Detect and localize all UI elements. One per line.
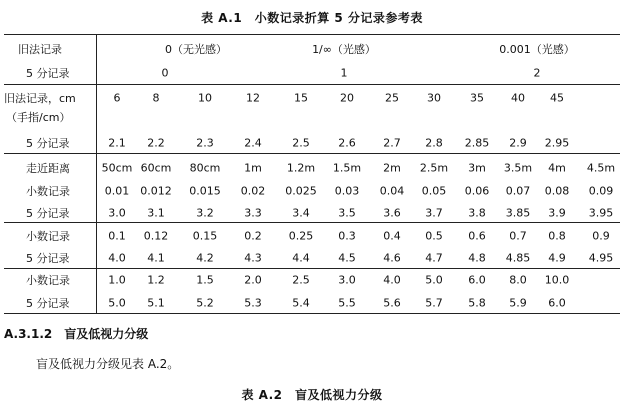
table-cell: 5.0 <box>108 296 126 310</box>
table-cell: 3.85 <box>505 206 531 220</box>
row-label-five-point: 5 分记录 <box>26 297 70 310</box>
table-cell: 0.1 <box>108 229 126 243</box>
table-cell: 3.2 <box>196 206 214 220</box>
table-cell: 35 <box>470 91 484 105</box>
row-label-five-point: 5 分记录 <box>26 137 70 150</box>
table-cell: 2.85 <box>464 136 490 150</box>
table-cell: 0.4 <box>383 229 401 243</box>
table-cell: 0.2 <box>244 229 262 243</box>
table-cell: 12 <box>246 91 260 105</box>
table-cell: 50cm <box>101 161 133 175</box>
row-label-old-method: 旧法记录 <box>18 43 62 56</box>
table-cell: 0.03 <box>334 184 360 198</box>
table-cell: 3m <box>468 161 486 175</box>
table-cell: 5.9 <box>509 296 527 310</box>
table-cell: 20 <box>340 91 354 105</box>
table-cell: 5.4 <box>292 296 310 310</box>
table-cell: 1.5m <box>332 161 362 175</box>
table-cell: 0.04 <box>379 184 405 198</box>
table-cell: 2.5 <box>292 273 310 287</box>
table-cell: 4.1 <box>147 251 165 265</box>
table-cell: 0.6 <box>468 229 486 243</box>
table-cell: 0.7 <box>509 229 527 243</box>
table-cell: 3.1 <box>147 206 165 220</box>
table-cell: 3.5 <box>338 206 356 220</box>
row-label-five-point: 5 分记录 <box>26 67 70 80</box>
row-label-finger-unit: （手指/cm） <box>6 111 71 124</box>
table-cell: 45 <box>550 91 564 105</box>
table-cell: 2.95 <box>544 136 570 150</box>
row-divider-4 <box>4 268 620 269</box>
table-cell: 2.0 <box>244 273 262 287</box>
old-value-no-light: 0（无光感） <box>165 43 227 56</box>
row-label-decimal: 小数记录 <box>26 185 70 198</box>
row-divider-1 <box>4 84 620 85</box>
table-cell: 0.12 <box>143 229 169 243</box>
conversion-table <box>4 34 620 314</box>
row-divider-2 <box>4 153 620 154</box>
table-cell: 5.8 <box>468 296 486 310</box>
row-label-decimal: 小数记录 <box>26 230 70 243</box>
table-cell: 40 <box>511 91 525 105</box>
section-heading: A.3.1.2 盲及低视力分级 <box>4 327 149 341</box>
table-cell: 3.5m <box>503 161 533 175</box>
table-cell: 2.5 <box>292 136 310 150</box>
table-cell: 0.015 <box>189 184 221 198</box>
table-cell: 4.85 <box>505 251 531 265</box>
table-cell: 2.7 <box>383 136 401 150</box>
table-cell: 80cm <box>189 161 221 175</box>
table-cell: 4.95 <box>588 251 614 265</box>
table-cell: 3.8 <box>468 206 486 220</box>
row-label-walk-distance: 走近距离 <box>26 162 70 175</box>
table-cell: 0.15 <box>192 229 218 243</box>
table-cell: 0.012 <box>140 184 172 198</box>
table-cell: 10 <box>198 91 212 105</box>
table-cell: 25 <box>385 91 399 105</box>
table-cell: 5.5 <box>338 296 356 310</box>
table-cell: 4.5m <box>586 161 616 175</box>
table-cell: 4.0 <box>108 251 126 265</box>
table-cell: 10.0 <box>544 273 570 287</box>
table-cell: 1.2 <box>147 273 165 287</box>
table-cell: 60cm <box>140 161 172 175</box>
table-cell: 5.1 <box>147 296 165 310</box>
old-value-light-decimal: 0.001（光感） <box>499 43 575 56</box>
row-divider-3 <box>4 222 620 223</box>
table-cell: 8.0 <box>509 273 527 287</box>
table-cell: 0.02 <box>240 184 266 198</box>
table-cell: 4.3 <box>244 251 262 265</box>
table-cell: 1.5 <box>196 273 214 287</box>
label-column-divider <box>96 35 97 313</box>
table-cell: 4.5 <box>338 251 356 265</box>
table-cell: 3.9 <box>548 206 566 220</box>
table-cell: 0.01 <box>104 184 130 198</box>
table-cell: 5.7 <box>425 296 443 310</box>
table-cell: 1m <box>244 161 262 175</box>
table-cell: 0.8 <box>548 229 566 243</box>
table-cell: 0.08 <box>544 184 570 198</box>
table-cell: 0.05 <box>421 184 447 198</box>
table-cell: 0.025 <box>285 184 317 198</box>
table-cell: 6 <box>113 91 121 105</box>
table-cell: 3.6 <box>383 206 401 220</box>
table-cell: 6.0 <box>548 296 566 310</box>
table-cell: 2.3 <box>196 136 214 150</box>
table-cell: 8 <box>152 91 160 105</box>
table-cell: 5.0 <box>425 273 443 287</box>
table-cell: 0.3 <box>338 229 356 243</box>
five-value-2: 2 <box>533 66 541 80</box>
table-cell: 30 <box>427 91 441 105</box>
table-cell: 2.6 <box>338 136 356 150</box>
five-value-1: 1 <box>340 66 348 80</box>
row-label-five-point: 5 分记录 <box>26 252 70 265</box>
five-value-0: 0 <box>161 66 169 80</box>
table-cell: 2.8 <box>425 136 443 150</box>
table-cell: 3.7 <box>425 206 443 220</box>
table-cell: 3.3 <box>244 206 262 220</box>
table-cell: 0.25 <box>288 229 314 243</box>
row-label-finger-distance: 旧法记录，cm <box>4 92 76 105</box>
table-cell: 0.5 <box>425 229 443 243</box>
table-cell: 4.2 <box>196 251 214 265</box>
table-cell: 4.8 <box>468 251 486 265</box>
table-cell: 6.0 <box>468 273 486 287</box>
table-cell: 2.2 <box>147 136 165 150</box>
table-cell: 3.4 <box>292 206 310 220</box>
row-label-decimal: 小数记录 <box>26 274 70 287</box>
table-cell: 3.0 <box>338 273 356 287</box>
table-cell: 4.7 <box>425 251 443 265</box>
table-cell: 15 <box>294 91 308 105</box>
table-cell: 5.2 <box>196 296 214 310</box>
table-cell: 1.0 <box>108 273 126 287</box>
table-cell: 2.5m <box>419 161 449 175</box>
table-cell: 5.3 <box>244 296 262 310</box>
table-cell: 0.06 <box>464 184 490 198</box>
table-cell: 0.9 <box>592 229 610 243</box>
table-cell: 0.07 <box>505 184 531 198</box>
table-cell: 5.6 <box>383 296 401 310</box>
table-cell: 4.0 <box>383 273 401 287</box>
table-cell: 4m <box>548 161 566 175</box>
table-cell: 2.4 <box>244 136 262 150</box>
table-cell: 2m <box>383 161 401 175</box>
table-cell: 2.1 <box>108 136 126 150</box>
table-cell: 4.6 <box>383 251 401 265</box>
table-cell: 1.2m <box>286 161 316 175</box>
old-value-light: 1/∞（光感） <box>312 43 376 56</box>
table-cell: 4.9 <box>548 251 566 265</box>
table-cell: 4.4 <box>292 251 310 265</box>
table-caption: 表 A.1 小数记录折算 5 分记录参考表 <box>201 11 423 25</box>
row-label-five-point: 5 分记录 <box>26 207 70 220</box>
table-cell: 3.95 <box>588 206 614 220</box>
table-cell: 0.09 <box>588 184 614 198</box>
table-cell: 3.0 <box>108 206 126 220</box>
section-paragraph: 盲及低视力分级见表 A.2。 <box>36 357 180 371</box>
table-caption-2: 表 A.2 盲及低视力分级 <box>241 388 383 402</box>
table-cell: 2.9 <box>509 136 527 150</box>
